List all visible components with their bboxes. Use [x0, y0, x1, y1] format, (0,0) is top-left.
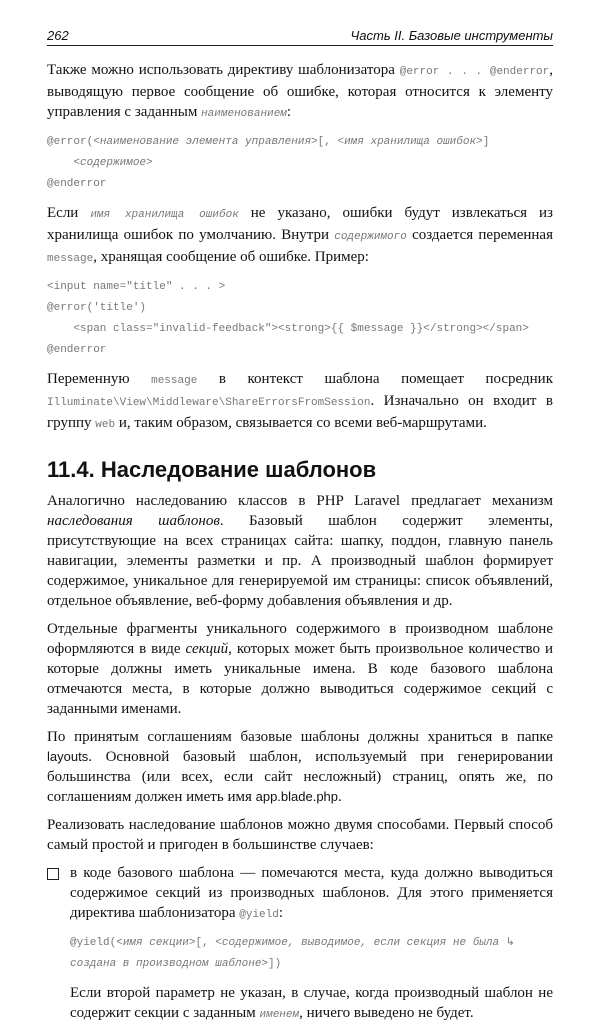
text: создается переменная [406, 227, 553, 243]
paragraph [70, 863, 553, 925]
text: Отдельные фрагменты уникального содержимого в производном шаблоне оформляются в виде [47, 621, 553, 657]
code: <имя хранилища ошибок> [337, 136, 483, 148]
text: в коде базового шаблона — помечаются места, куда должно выводиться содержимое секций из производных шаблонов. Для этого применяется директива шаблонизатора [70, 865, 553, 921]
page-number: 262 [47, 28, 69, 43]
checkbox-bullet-icon [47, 868, 59, 880]
code: <содержимое, выводимое, если секция не была [215, 937, 506, 949]
code: @enderror [47, 178, 107, 190]
code: @enderror [47, 344, 107, 356]
inline-code: message [151, 375, 198, 387]
text: . Основной базовый шаблон, используемый при генерировании большинства (или всех, если сайт несложный) страниц, опять же, по соглашениям должен иметь имя [47, 749, 553, 805]
inline-code: Illuminate\View\Middleware\ShareErrorsFromSession [47, 397, 371, 409]
inline-code: именем [259, 1009, 300, 1021]
text: : [278, 905, 284, 921]
bullet-item [47, 863, 553, 1033]
text: , хранящая сообщение об ошибке. Пример: [93, 249, 369, 265]
code: [, [195, 937, 216, 949]
text: . [338, 789, 342, 805]
file-name: app.blade.php [255, 789, 339, 804]
section-heading: 11.4. Наследование шаблонов [47, 457, 377, 482]
inline-code: @error . . . @enderror [399, 66, 550, 78]
text: , которых может быть произвольное количество и которые должны иметь уникальные имена. В коде базового шаблона отмечаются места, в которые должно выводиться содержимое секций с заданными именами. [47, 641, 553, 717]
term: наследования шаблонов [47, 513, 220, 529]
text: Также можно использовать директиву шаблонизатора [47, 62, 400, 78]
running-header [47, 28, 553, 46]
paragraph [47, 203, 553, 269]
code: <имя секции> [116, 937, 196, 949]
paragraph [47, 619, 553, 719]
paragraph [47, 60, 553, 124]
text: и, таким образом, связывается со всеми веб-маршрутами. [115, 415, 487, 431]
text: Если второй параметр не указан, в случае, когда производный шаблон не содержит секции с заданным [70, 985, 553, 1021]
code: [, [317, 136, 338, 148]
code: <наименование элемента управления> [93, 136, 318, 148]
paragraph: Реализовать наследование шаблонов можно двумя способами. Первый способ самый простой и пригоден в большинстве случаев: [47, 817, 553, 853]
inline-code: message [47, 253, 94, 265]
code-block [47, 277, 553, 361]
code: <input name="title" . . . > [47, 281, 226, 293]
text: . Изначально он входит в группу [47, 393, 553, 431]
text: По принятым соглашениям базовые шаблоны должны храниться в папке [47, 729, 553, 745]
code: <span class="invalid-feedback"><strong>{{ $message }}</strong></span> [47, 323, 529, 335]
book-page [47, 28, 553, 1033]
inline-code: наименованием [201, 108, 287, 120]
code-block [70, 933, 553, 975]
code: ] [482, 136, 490, 148]
code: <содержимое> [73, 157, 153, 169]
text: , выводящую первое сообщение об ошибке, которая относится к элементу управления с заданным [47, 62, 553, 120]
inline-code: содержимого [334, 231, 407, 243]
text: в контекст шаблона помещает посредник [197, 371, 553, 387]
paragraph [70, 983, 553, 1025]
code-block [47, 132, 553, 195]
text: Если [47, 205, 91, 221]
text: Аналогично наследованию классов в PHP Laravel предлагает механизм [47, 493, 553, 509]
code: @error( [47, 136, 94, 148]
line-continuation-icon: ↳ [505, 937, 515, 949]
paragraph [47, 369, 553, 435]
text: . Базовый шаблон содержит элементы, присутствующие на всех страницах сайта: шапку, поддон, главную панель навигации, элементы разметки и пр. А производный шаблон формирует содержимое, уникальное для генерируемой им страницы: список объявлений, отдельное объявление, веб-форму добавления объявления и др. [47, 513, 553, 609]
inline-code: @yield [239, 909, 279, 921]
code: ]) [268, 958, 282, 970]
folder-name: layouts [47, 749, 89, 764]
text: , ничего выведено не будет. [299, 1005, 474, 1021]
text: не указано, ошибки будут извлекаться из хранилища ошибок по умолчанию. Внутри [47, 205, 553, 243]
chapter-title: Часть II. Базовые инструменты [350, 28, 553, 43]
text: Переменную [47, 371, 152, 387]
inline-code: имя хранилища ошибок [90, 209, 239, 221]
term: секций [185, 641, 229, 657]
code: создана в производном шаблоне> [70, 958, 269, 970]
code: @yield( [70, 937, 117, 949]
paragraph [47, 727, 553, 807]
code: @error('title') [47, 302, 147, 314]
paragraph [47, 491, 553, 611]
text: : [286, 104, 292, 120]
inline-code: web [95, 419, 116, 431]
